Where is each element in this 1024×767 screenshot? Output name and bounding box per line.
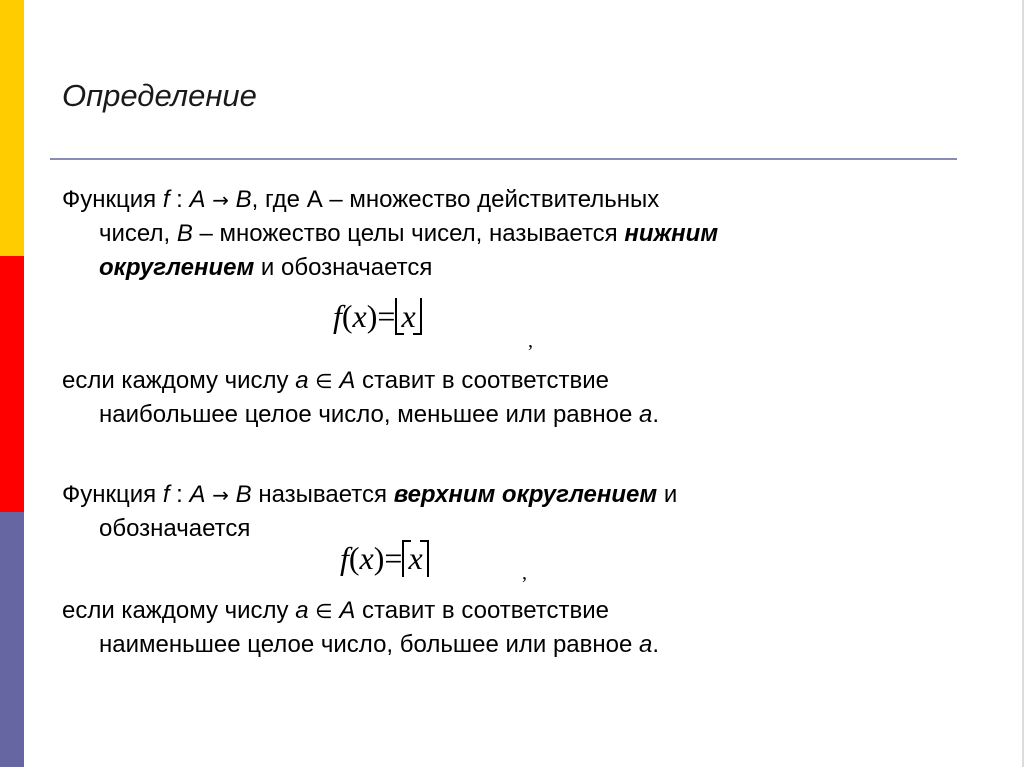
formula-x: x	[408, 540, 423, 576]
definition-floor	[62, 183, 942, 285]
def1-line2	[62, 217, 942, 251]
ceil-right-icon	[420, 540, 429, 577]
cond2-line2	[62, 628, 942, 662]
var-a: a	[639, 631, 653, 658]
text: чисел,	[99, 220, 177, 247]
text: наименьшее целое число, большее или равное	[99, 631, 639, 658]
formula-comma: ,	[528, 330, 533, 352]
def1-line3	[62, 251, 942, 285]
formula-x: x	[401, 298, 416, 334]
set-symbol: A	[189, 186, 206, 213]
floor-left-icon	[395, 298, 404, 335]
text: – множество целы чисел, называется	[192, 220, 625, 247]
element-of-icon: ∈	[315, 599, 333, 623]
set-symbol: A	[339, 597, 356, 624]
element-of-icon: ∈	[315, 369, 333, 393]
text: Функция	[62, 481, 163, 508]
set-symbol: B	[235, 481, 252, 508]
formula-comma: ,	[522, 562, 527, 584]
def2-line1	[62, 478, 942, 512]
term-bold: округлением	[99, 254, 255, 281]
ceil-formula	[340, 540, 429, 577]
text: если каждому числу	[62, 367, 296, 394]
def2-line2: обозначается	[99, 515, 251, 542]
text: называется	[251, 481, 394, 508]
text: .	[652, 401, 660, 428]
cond1-line1	[62, 364, 942, 398]
set-symbol: B	[176, 220, 193, 247]
var-a: a	[639, 401, 653, 428]
text: и обозначается	[254, 254, 433, 281]
cond2-line1	[62, 594, 942, 628]
formula-equals: =	[377, 298, 396, 334]
condition-floor	[62, 364, 942, 432]
text: .	[652, 631, 660, 658]
floor-formula	[333, 298, 422, 335]
text: и	[657, 481, 678, 508]
formula-paren: )	[366, 298, 378, 334]
text: наибольшее целое число, меньшее или равное	[99, 401, 639, 428]
title-divider	[50, 158, 957, 160]
text: если каждому числу	[62, 597, 296, 624]
formula-f: f	[340, 540, 349, 576]
set-symbol: A	[339, 367, 356, 394]
formula-x: x	[352, 298, 367, 334]
definition-ceil	[62, 478, 942, 546]
slide-title: Определение	[62, 78, 257, 113]
ceil-brackets	[404, 540, 426, 577]
function-symbol: f	[162, 186, 170, 213]
formula-equals: =	[384, 540, 403, 576]
var-a: a	[295, 597, 309, 624]
var-a: a	[295, 367, 309, 394]
arrow-icon: →	[212, 188, 229, 212]
term-bold: нижним	[624, 220, 719, 247]
floor-right-icon	[413, 298, 422, 335]
accent-bar-yellow	[0, 0, 24, 256]
set-symbol: B	[235, 186, 252, 213]
cond1-line2	[62, 398, 942, 432]
text: :	[169, 186, 190, 213]
text: , где А – множество действительных	[251, 186, 660, 213]
text: ставит в соответствие	[355, 597, 610, 624]
ceil-left-icon	[402, 540, 411, 577]
text: ставит в соответствие	[355, 367, 610, 394]
def1-line1	[62, 183, 942, 217]
floor-brackets	[397, 298, 419, 335]
formula-paren: (	[341, 298, 353, 334]
formula-paren: )	[373, 540, 385, 576]
term-bold: верхним округлением	[393, 481, 658, 508]
text: Функция	[62, 186, 163, 213]
arrow-icon: →	[212, 483, 229, 507]
function-symbol: f	[162, 481, 170, 508]
condition-ceil	[62, 594, 942, 662]
formula-f: f	[333, 298, 342, 334]
formula-x: x	[359, 540, 374, 576]
accent-bar-red	[0, 256, 24, 512]
formula-paren: (	[348, 540, 360, 576]
set-symbol: A	[189, 481, 206, 508]
accent-bar-blue	[0, 512, 24, 767]
text: :	[169, 481, 190, 508]
